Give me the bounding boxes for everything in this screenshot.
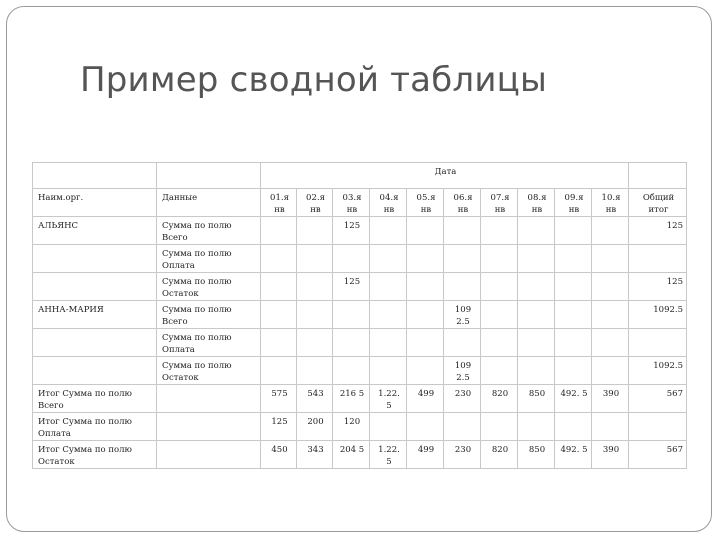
table-row [33, 217, 687, 245]
table-row [33, 301, 687, 329]
value-cell [444, 217, 481, 245]
data-field-cell: Сумма по полю Всего [157, 301, 261, 329]
value-cell [555, 413, 592, 441]
value-cell: 567 [629, 385, 687, 413]
value-cell: 1092.5 [629, 301, 687, 329]
value-cell [261, 217, 297, 245]
data-field-cell: Сумма по полю Оплата [157, 329, 261, 357]
value-cell: 820 [481, 441, 518, 469]
value-cell [629, 413, 687, 441]
value-cell [370, 245, 407, 273]
value-cell [261, 245, 297, 273]
column-header: 01.я нв [261, 189, 297, 217]
value-cell [407, 273, 444, 301]
value-cell [629, 245, 687, 273]
column-header: 09.я нв [555, 189, 592, 217]
value-cell [444, 413, 481, 441]
slide-title: Пример сводной таблицы [80, 60, 548, 100]
value-cell: 567 [629, 441, 687, 469]
value-cell: 390 [592, 441, 629, 469]
column-header: 05.я нв [407, 189, 444, 217]
value-cell [444, 329, 481, 357]
data-field-cell [157, 385, 261, 413]
value-cell: 820 [481, 385, 518, 413]
value-cell [261, 273, 297, 301]
value-cell [370, 357, 407, 385]
value-cell: 230 [444, 441, 481, 469]
value-cell [592, 217, 629, 245]
value-cell: 450 [261, 441, 297, 469]
value-cell: 343 [297, 441, 333, 469]
value-cell [592, 413, 629, 441]
value-cell [370, 329, 407, 357]
value-cell: 390 [592, 385, 629, 413]
value-cell [629, 329, 687, 357]
value-cell [407, 217, 444, 245]
value-cell [407, 413, 444, 441]
column-header: Общий итог [629, 189, 687, 217]
value-cell: 125 [629, 273, 687, 301]
value-cell: 125 [333, 217, 370, 245]
column-header: 08.я нв [518, 189, 555, 217]
value-cell [407, 329, 444, 357]
column-header: 04.я нв [370, 189, 407, 217]
value-cell [370, 273, 407, 301]
value-cell [555, 357, 592, 385]
value-cell [333, 329, 370, 357]
value-cell: 204 5 [333, 441, 370, 469]
value-cell: 125 [261, 413, 297, 441]
org-cell [33, 357, 157, 385]
table-row [33, 245, 687, 273]
data-field-cell [157, 413, 261, 441]
value-cell [481, 413, 518, 441]
value-cell [481, 329, 518, 357]
org-cell [33, 273, 157, 301]
value-cell: 850 [518, 441, 555, 469]
value-cell: 543 [297, 385, 333, 413]
value-cell [518, 413, 555, 441]
column-header: Данные [157, 189, 261, 217]
value-cell: 492. 5 [555, 385, 592, 413]
org-cell [33, 329, 157, 357]
value-cell: 575 [261, 385, 297, 413]
table-row [33, 273, 687, 301]
value-cell: 125 [333, 273, 370, 301]
value-cell [261, 357, 297, 385]
data-field-cell: Сумма по полю Всего [157, 217, 261, 245]
value-cell [592, 357, 629, 385]
header-cell-empty [629, 163, 687, 189]
value-cell [370, 413, 407, 441]
column-header: 06.я нв [444, 189, 481, 217]
value-cell [297, 329, 333, 357]
value-cell [297, 357, 333, 385]
column-header: Наим.орг. [33, 189, 157, 217]
data-field-cell [157, 441, 261, 469]
value-cell [518, 301, 555, 329]
value-cell [518, 273, 555, 301]
data-field-cell: Сумма по полю Остаток [157, 357, 261, 385]
value-cell: 120 [333, 413, 370, 441]
value-cell: 109 2.5 [444, 301, 481, 329]
table-row [33, 385, 687, 413]
org-cell [33, 245, 157, 273]
value-cell: 125 [629, 217, 687, 245]
value-cell: 499 [407, 385, 444, 413]
column-header-row [33, 189, 687, 217]
pivot-table [32, 162, 687, 469]
value-cell: 499 [407, 441, 444, 469]
org-cell: АЛЬЯНС [33, 217, 157, 245]
value-cell [592, 245, 629, 273]
table-row [33, 357, 687, 385]
data-field-cell: Сумма по полю Оплата [157, 245, 261, 273]
value-cell [481, 217, 518, 245]
value-cell [444, 273, 481, 301]
date-group-header: Дата [261, 163, 629, 189]
column-header: 02.я нв [297, 189, 333, 217]
value-cell [297, 301, 333, 329]
value-cell [481, 245, 518, 273]
value-cell [370, 217, 407, 245]
table-row [33, 441, 687, 469]
value-cell [333, 301, 370, 329]
column-header: 10.я нв [592, 189, 629, 217]
value-cell [407, 245, 444, 273]
value-cell: 1.22. 5 [370, 385, 407, 413]
value-cell [592, 273, 629, 301]
value-cell [481, 273, 518, 301]
header-cell-empty [157, 163, 261, 189]
table-row [33, 329, 687, 357]
group-header-row [33, 163, 687, 189]
value-cell: 850 [518, 385, 555, 413]
value-cell [297, 273, 333, 301]
value-cell [592, 329, 629, 357]
value-cell [333, 357, 370, 385]
value-cell [555, 273, 592, 301]
value-cell: 492. 5 [555, 441, 592, 469]
value-cell [261, 329, 297, 357]
org-cell: Итог Сумма по полю Оплата [33, 413, 157, 441]
value-cell [518, 357, 555, 385]
data-field-cell: Сумма по полю Остаток [157, 273, 261, 301]
value-cell: 109 2.5 [444, 357, 481, 385]
table-row [33, 413, 687, 441]
org-cell: Итог Сумма по полю Всего [33, 385, 157, 413]
value-cell [444, 245, 481, 273]
org-cell: Итог Сумма по полю Остаток [33, 441, 157, 469]
value-cell [297, 217, 333, 245]
value-cell [407, 357, 444, 385]
value-cell [592, 301, 629, 329]
value-cell [261, 301, 297, 329]
header-cell-empty [33, 163, 157, 189]
value-cell [518, 329, 555, 357]
value-cell [518, 217, 555, 245]
org-cell: АННА-МАРИЯ [33, 301, 157, 329]
value-cell [407, 301, 444, 329]
value-cell [555, 245, 592, 273]
value-cell [481, 301, 518, 329]
value-cell [481, 357, 518, 385]
value-cell: 216 5 [333, 385, 370, 413]
value-cell [555, 329, 592, 357]
value-cell [333, 245, 370, 273]
value-cell: 200 [297, 413, 333, 441]
value-cell: 230 [444, 385, 481, 413]
column-header: 07.я нв [481, 189, 518, 217]
value-cell: 1.22. 5 [370, 441, 407, 469]
value-cell: 1092.5 [629, 357, 687, 385]
value-cell [555, 301, 592, 329]
value-cell [555, 217, 592, 245]
value-cell [370, 301, 407, 329]
value-cell [518, 245, 555, 273]
value-cell [297, 245, 333, 273]
column-header: 03.я нв [333, 189, 370, 217]
